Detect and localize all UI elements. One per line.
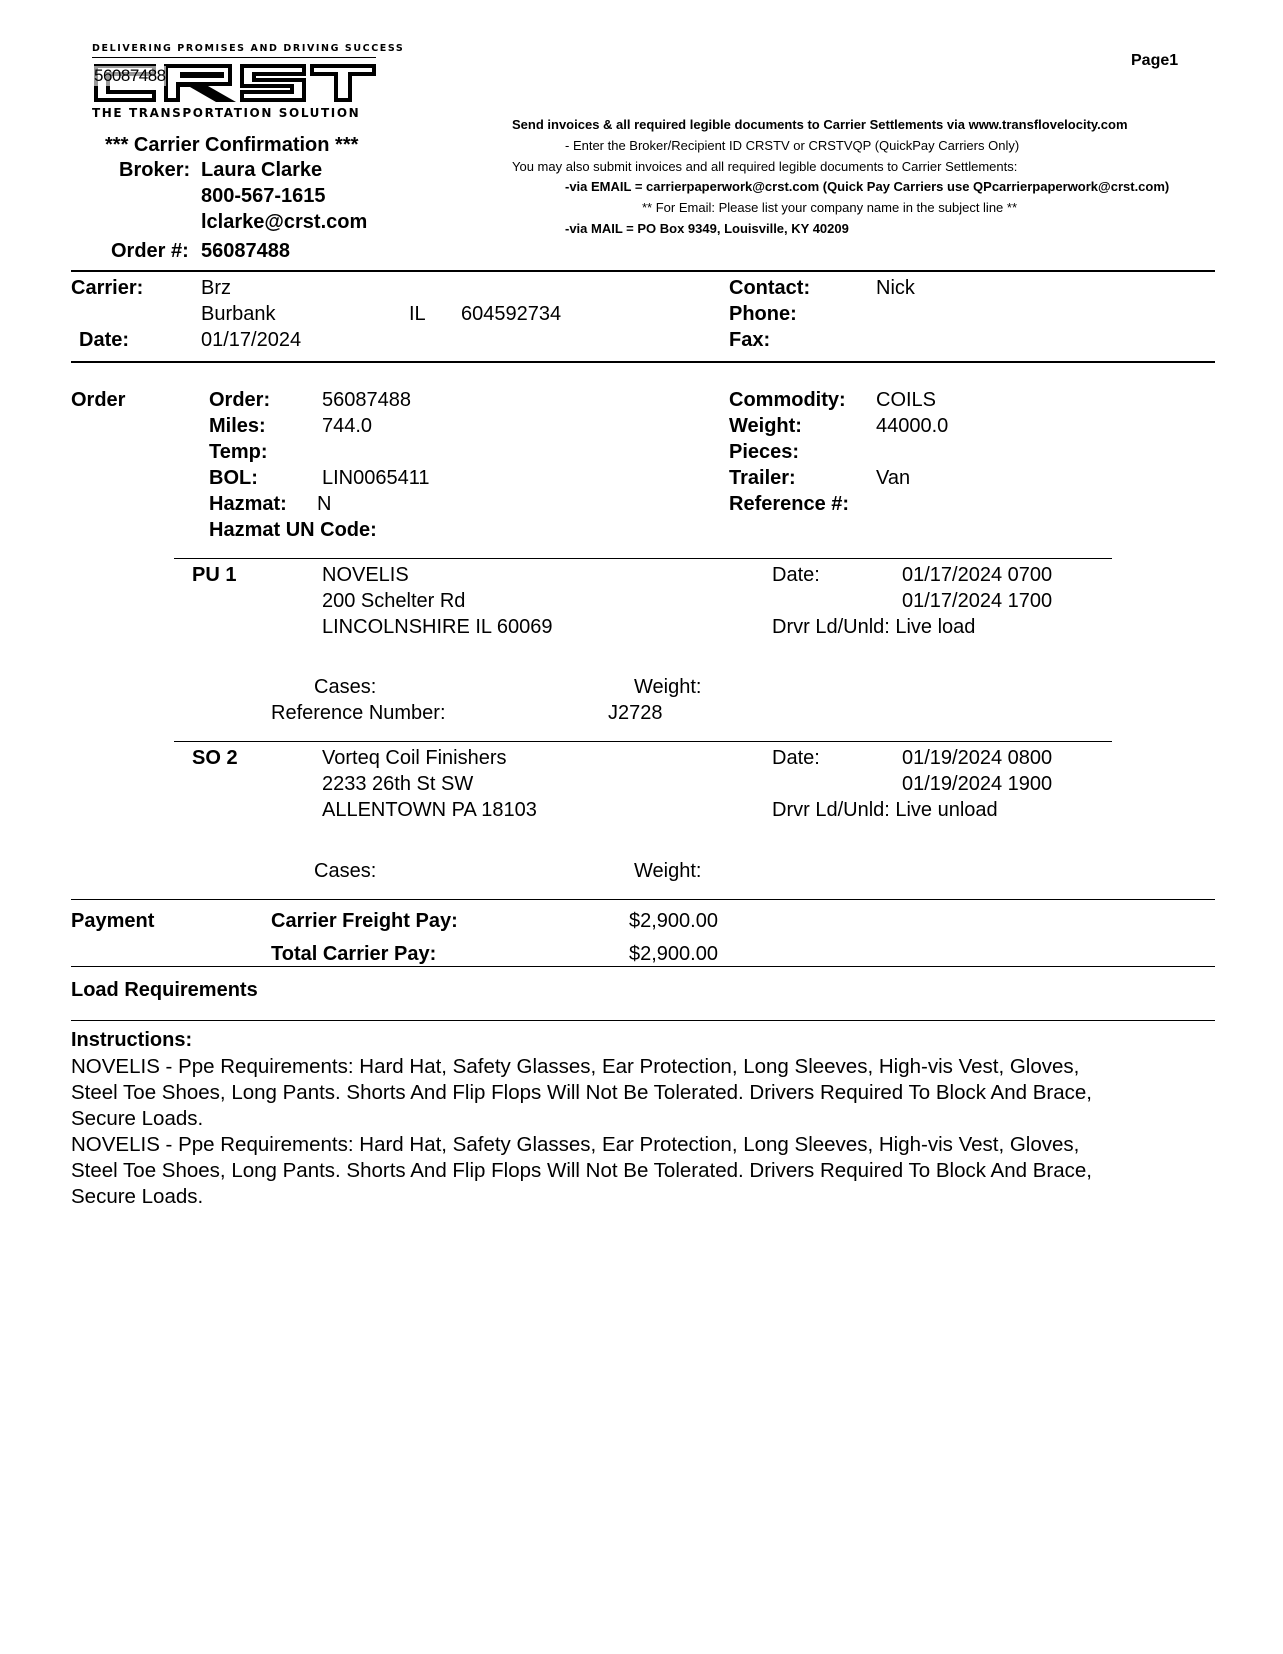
stop-reference-label: Reference Number: bbox=[271, 702, 446, 724]
freight-pay-label: Carrier Freight Pay: bbox=[271, 910, 458, 932]
stop-reference-value: J2728 bbox=[608, 702, 663, 724]
logo-rule bbox=[92, 57, 376, 58]
order-number-label: Order #: bbox=[111, 240, 189, 262]
divider bbox=[71, 361, 1215, 363]
stop-date-label: Date: bbox=[772, 564, 820, 586]
carrier-state: IL bbox=[409, 303, 426, 325]
order-section-label: Order bbox=[71, 389, 126, 411]
invoice-instructions-line2: - Enter the Broker/Recipient ID CRSTV or CRSTVQP (QuickPay Carriers Only) bbox=[565, 138, 1020, 153]
commodity-value: COILS bbox=[876, 389, 937, 411]
stop-code: PU 1 bbox=[192, 564, 237, 586]
section-divider bbox=[71, 899, 1215, 900]
trailer-value: Van bbox=[876, 467, 911, 489]
stop-weight-label: Weight: bbox=[634, 860, 702, 882]
broker-phone: 800-567-1615 bbox=[201, 185, 326, 207]
carrier-city: Burbank bbox=[201, 303, 276, 325]
stop-weight-label: Weight: bbox=[634, 676, 702, 698]
invoice-instructions-email: -via EMAIL = carrierpaperwork@crst.com (Quick Pay Carriers use QPcarrierpaperwork@crst.com) bbox=[565, 179, 1170, 194]
payment-section-label: Payment bbox=[71, 910, 155, 932]
reference-label: Reference #: bbox=[729, 493, 850, 515]
divider bbox=[71, 270, 1215, 272]
invoice-instructions-mail: -via MAIL = PO Box 9349, Louisville, KY 40209 bbox=[565, 221, 849, 236]
order-value: 56087488 bbox=[322, 389, 411, 411]
broker-name: Laura Clarke bbox=[201, 159, 323, 181]
contact-label: Contact: bbox=[729, 277, 811, 299]
hazmat-value: N bbox=[317, 493, 332, 515]
logo-tagline-top: DELIVERING PROMISES AND DRIVING SUCCESS bbox=[92, 43, 405, 54]
stop-cases-label: Cases: bbox=[314, 860, 377, 882]
bol-label: BOL: bbox=[209, 467, 258, 489]
stop-city-state-zip: LINCOLNSHIRE IL 60069 bbox=[322, 616, 553, 638]
weight-value: 44000.0 bbox=[876, 415, 949, 437]
logo-overlay-number: 56087488 bbox=[94, 66, 166, 85]
contact-name: Nick bbox=[876, 277, 915, 299]
broker-label: Broker: bbox=[119, 159, 191, 181]
instructions-body bbox=[71, 1054, 1121, 1210]
trailer-label: Trailer: bbox=[729, 467, 796, 489]
page-number: Page1 bbox=[1131, 52, 1179, 69]
section-divider bbox=[71, 966, 1215, 967]
invoice-instructions-line1: Send invoices & all required legible documents to Carrier Settlements via www.transflovelocity.com bbox=[512, 117, 1128, 132]
date-label: Date: bbox=[79, 329, 130, 351]
total-pay-label: Total Carrier Pay: bbox=[271, 943, 437, 965]
logo-tagline-bottom: THE TRANSPORTATION SOLUTION bbox=[92, 106, 361, 120]
stop-name: Vorteq Coil Finishers bbox=[322, 747, 507, 769]
pieces-label: Pieces: bbox=[729, 441, 800, 463]
hazmat-un-code-label: Hazmat UN Code: bbox=[209, 519, 377, 541]
invoice-instructions-note: ** For Email: Please list your company name in the subject line ** bbox=[642, 200, 1018, 215]
instructions-label: Instructions: bbox=[71, 1029, 193, 1051]
fax-label: Fax: bbox=[729, 329, 771, 351]
stop-address: 200 Schelter Rd bbox=[322, 590, 466, 612]
carrier-label: Carrier: bbox=[71, 277, 144, 299]
stop-code: SO 2 bbox=[192, 747, 238, 769]
miles-value: 744.0 bbox=[322, 415, 373, 437]
stop-divider bbox=[174, 741, 1112, 742]
temp-label: Temp: bbox=[209, 441, 268, 463]
order-label: Order: bbox=[209, 389, 271, 411]
carrier-name: Brz bbox=[201, 277, 231, 299]
stop-driver-load: Drvr Ld/Unld: Live unload bbox=[772, 799, 998, 821]
instruction-paragraph: NOVELIS - Ppe Requirements: Hard Hat, Safety Glasses, Ear Protection, Long Sleeves, High-vis Vest, Gloves, Steel Toe Shoes, Long Pants. Shorts And Flip Flops Will Not Be Tolerated. Drivers Required To Block And Brace, Secure Loads. bbox=[71, 1133, 1092, 1208]
page-title: *** Carrier Confirmation *** bbox=[105, 134, 359, 156]
load-requirements-label: Load Requirements bbox=[71, 979, 258, 1001]
stop-date-end: 01/19/2024 1900 bbox=[902, 773, 1053, 795]
total-pay-value: $2,900.00 bbox=[629, 943, 718, 965]
section-divider bbox=[71, 1020, 1215, 1021]
stop-city-state-zip: ALLENTOWN PA 18103 bbox=[322, 799, 537, 821]
stop-date-start: 01/17/2024 0700 bbox=[902, 564, 1053, 586]
invoice-instructions-line3: You may also submit invoices and all required legible documents to Carrier Settlements: bbox=[512, 159, 1018, 174]
stop-driver-load: Drvr Ld/Unld: Live load bbox=[772, 616, 976, 638]
stop-date-label: Date: bbox=[772, 747, 820, 769]
weight-label: Weight: bbox=[729, 415, 802, 437]
instruction-paragraph: NOVELIS - Ppe Requirements: Hard Hat, Safety Glasses, Ear Protection, Long Sleeves, High-vis Vest, Gloves, Steel Toe Shoes, Long Pants. Shorts And Flip Flops Will Not Be Tolerated. Drivers Required To Block And Brace, Secure Loads. bbox=[71, 1055, 1092, 1130]
bol-value: LIN0065411 bbox=[322, 467, 430, 489]
stop-divider bbox=[174, 558, 1112, 559]
stop-address: 2233 26th St SW bbox=[322, 773, 474, 795]
carrier-zip: 604592734 bbox=[461, 303, 562, 325]
stop-date-end: 01/17/2024 1700 bbox=[902, 590, 1053, 612]
commodity-label: Commodity: bbox=[729, 389, 846, 411]
hazmat-label: Hazmat: bbox=[209, 493, 287, 515]
stop-cases-label: Cases: bbox=[314, 676, 377, 698]
stop-date-start: 01/19/2024 0800 bbox=[902, 747, 1053, 769]
order-number: 56087488 bbox=[201, 240, 290, 262]
freight-pay-value: $2,900.00 bbox=[629, 910, 718, 932]
stop-name: NOVELIS bbox=[322, 564, 409, 586]
miles-label: Miles: bbox=[209, 415, 266, 437]
phone-label: Phone: bbox=[729, 303, 797, 325]
confirmation-date: 01/17/2024 bbox=[201, 329, 302, 351]
broker-email: lclarke@crst.com bbox=[201, 211, 368, 233]
